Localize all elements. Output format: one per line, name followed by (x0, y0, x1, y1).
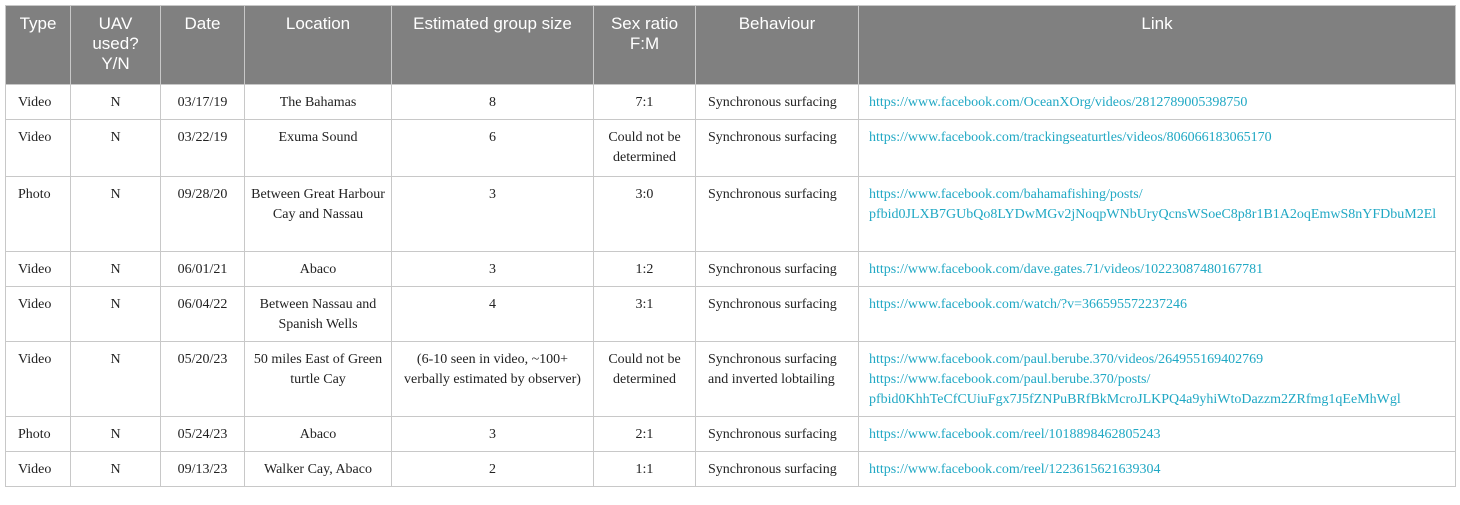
header-row (6, 6, 1456, 85)
cell-group-size: 4 (392, 287, 594, 342)
cell-date: 09/28/20 (161, 177, 245, 252)
cell-group-size: 8 (392, 85, 594, 120)
link-url[interactable]: https://www.facebook.com/dave.gates.71/videos/10223087480167781 (869, 262, 1264, 277)
cell-date: 09/13/23 (161, 452, 245, 487)
cell-behaviour: Synchronous surfacing (696, 452, 859, 487)
header-uav: UAV used? Y/N (71, 6, 161, 85)
cell-uav: N (71, 342, 161, 417)
header-type: Type (6, 6, 71, 85)
sightings-table (5, 5, 1456, 487)
cell-date: 05/20/23 (161, 342, 245, 417)
cell-group-size: 3 (392, 177, 594, 252)
header-date: Date (161, 6, 245, 85)
cell-sex-ratio: Could not be determined (594, 342, 696, 417)
cell-group-size: 2 (392, 452, 594, 487)
link-url[interactable]: pfbid0KhhTeCfCUiuFgx7J5fZNPuBRfBkMcroJLKPQ4a9yhiWtoDazzm2ZRfmg1qEeMhWgl (869, 392, 1401, 407)
cell-uav: N (71, 252, 161, 287)
cell-location: Between Nassau and Spanish Wells (245, 287, 392, 342)
table-row (6, 177, 1456, 252)
table-row (6, 287, 1456, 342)
cell-behaviour: Synchronous surfacing (696, 120, 859, 177)
cell-type: Video (6, 252, 71, 287)
cell-location: Between Great Harbour Cay and Nassau (245, 177, 392, 252)
cell-link (859, 342, 1456, 417)
cell-location: Abaco (245, 252, 392, 287)
table-row (6, 342, 1456, 417)
cell-uav: N (71, 177, 161, 252)
link-url[interactable]: https://www.facebook.com/watch/?v=366595572237246 (869, 297, 1188, 312)
cell-location: 50 miles East of Green turtle Cay (245, 342, 392, 417)
cell-sex-ratio: 3:1 (594, 287, 696, 342)
cell-location: Walker Cay, Abaco (245, 452, 392, 487)
cell-type: Video (6, 452, 71, 487)
header-link: Link (859, 6, 1456, 85)
cell-behaviour: Synchronous surfacing (696, 417, 859, 452)
cell-uav: N (71, 85, 161, 120)
table-row (6, 452, 1456, 487)
link-url[interactable]: https://www.facebook.com/trackingseaturtles/videos/806066183065170 (869, 130, 1272, 145)
cell-link (859, 120, 1456, 177)
table-row (6, 120, 1456, 177)
cell-date: 05/24/23 (161, 417, 245, 452)
cell-sex-ratio: 2:1 (594, 417, 696, 452)
cell-behaviour: Synchronous surfacing and inverted lobtailing (696, 342, 859, 417)
cell-date: 03/17/19 (161, 85, 245, 120)
cell-behaviour: Synchronous surfacing (696, 252, 859, 287)
cell-date: 03/22/19 (161, 120, 245, 177)
cell-uav: N (71, 287, 161, 342)
cell-type: Video (6, 342, 71, 417)
cell-link (859, 417, 1456, 452)
header-behaviour: Behaviour (696, 6, 859, 85)
cell-behaviour: Synchronous surfacing (696, 287, 859, 342)
header-location: Location (245, 6, 392, 85)
cell-sex-ratio: 3:0 (594, 177, 696, 252)
cell-sex-ratio: 7:1 (594, 85, 696, 120)
link-url[interactable]: https://www.facebook.com/OceanXOrg/videos/2812789005398750 (869, 95, 1248, 110)
link-url[interactable]: https://www.facebook.com/reel/1223615621639304 (869, 462, 1161, 477)
table-row (6, 417, 1456, 452)
cell-location: Abaco (245, 417, 392, 452)
link-url[interactable]: https://www.facebook.com/paul.berube.370/posts/ (869, 372, 1151, 387)
header-group-size: Estimated group size (392, 6, 594, 85)
cell-link (859, 252, 1456, 287)
cell-uav: N (71, 417, 161, 452)
cell-type: Video (6, 85, 71, 120)
cell-sex-ratio: 1:1 (594, 452, 696, 487)
cell-location: Exuma Sound (245, 120, 392, 177)
cell-type: Photo (6, 417, 71, 452)
link-url[interactable]: https://www.facebook.com/paul.berube.370/videos/264955169402769 (869, 352, 1264, 367)
cell-group-size: (6-10 seen in video, ~100+ verbally estimated by observer) (392, 342, 594, 417)
cell-date: 06/04/22 (161, 287, 245, 342)
cell-link (859, 177, 1456, 252)
cell-sex-ratio: 1:2 (594, 252, 696, 287)
cell-type: Video (6, 287, 71, 342)
cell-behaviour: Synchronous surfacing (696, 177, 859, 252)
table-row (6, 85, 1456, 120)
cell-type: Video (6, 120, 71, 177)
cell-group-size: 3 (392, 252, 594, 287)
cell-group-size: 3 (392, 417, 594, 452)
header-sex-ratio: Sex ratio F:M (594, 6, 696, 85)
table-row (6, 252, 1456, 287)
link-url[interactable]: https://www.facebook.com/reel/1018898462805243 (869, 427, 1161, 442)
link-url[interactable]: pfbid0JLXB7GUbQo8LYDwMGv2jNoqpWNbUryQcnsWSoeC8p8r1B1A2oqEmwS8nYFDbuM2El (869, 207, 1437, 222)
cell-uav: N (71, 452, 161, 487)
cell-link (859, 287, 1456, 342)
cell-type: Photo (6, 177, 71, 252)
cell-behaviour: Synchronous surfacing (696, 85, 859, 120)
cell-location: The Bahamas (245, 85, 392, 120)
cell-group-size: 6 (392, 120, 594, 177)
cell-sex-ratio: Could not be determined (594, 120, 696, 177)
cell-date: 06/01/21 (161, 252, 245, 287)
cell-link (859, 85, 1456, 120)
cell-uav: N (71, 120, 161, 177)
link-url[interactable]: https://www.facebook.com/bahamafishing/posts/ (869, 187, 1143, 202)
cell-link (859, 452, 1456, 487)
